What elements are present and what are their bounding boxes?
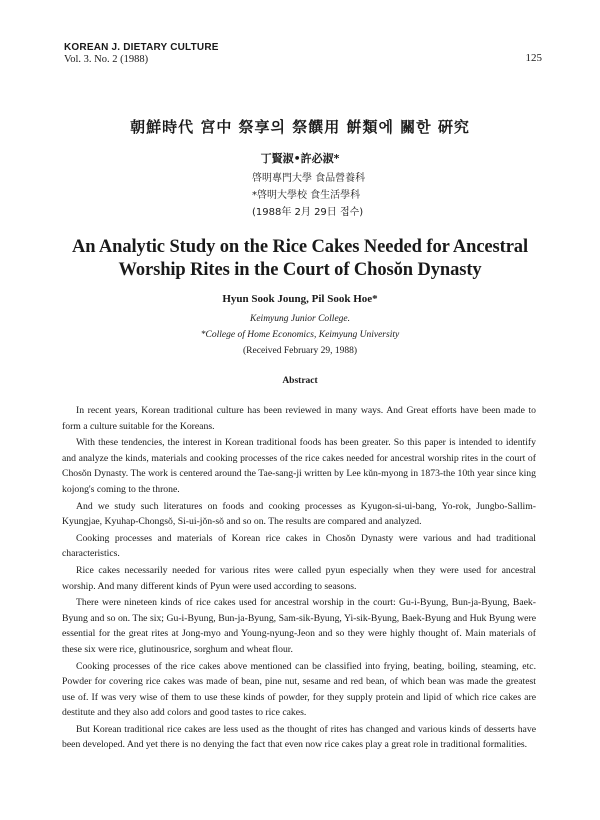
abstract-paragraph: Cooking processes of the rice cakes above mentioned can be classified into frying, beating, boiling, steaming, etc. Powder for covering rice cakes was made of bean, pine nut, sesame and red bean, of which bean was made the greatest use of. If was very wise of them to use these kinds of powder, for they supply protein and lipid of which rice cakes are destitute and they also add colors and good tastes to rice cakes. — [62, 660, 536, 719]
korean-title: 朝鮮時代 宮中 祭享의 祭饌用 餠類에 關한 硏究 — [130, 118, 470, 136]
korean-affiliations — [252, 170, 365, 221]
abstract-paragraph: And we study such literatures on foods and cooking processes as Kyugon-si-ui-bang, Yo-rok, Jungbo-Sallim-Kyungjae, Kyuhap-Chongsŏ, Si-ui-jŏn-sŏ and so on. The results are compared and analyzed. — [62, 500, 536, 528]
abstract-paragraph: But Korean traditional rice cakes are less used as the thought of rites has changed and various kinds of desserts have been developed. And yet there is no denying the fact that even now rice cakes play a great role in traditional formalities. — [62, 723, 536, 751]
korean-affiliation-2: *啓明大學校 食生活學科 — [252, 190, 361, 201]
journal-volume: Vol. 3. No. 2 (1988) — [64, 54, 149, 65]
page-number: 125 — [525, 52, 542, 64]
english-affiliation-2: *College of Home Economics, Keimyung University — [200, 330, 400, 340]
abstract-paragraph: With these tendencies, the interest in Korean traditional foods has been greater. So this paper is intended to identify and analyze the kinds, materials and cooking processes of the rice cakes needed for ancestral worship rites in the court of Chosŏn Dynasty. The work is centered around the Tae-sang-ji written by Lee kŭn-myong in 1873-the 10th year since king kojong's coming to the throne. — [62, 437, 536, 495]
journal-header — [64, 42, 219, 66]
abstract-heading: Abstract — [282, 376, 318, 386]
english-affiliation-1: Keimyung Junior College. — [250, 314, 350, 324]
abstract-paragraph: Rice cakes necessarily needed for various rites were called pyun especially when they were used for ancestral worship. And many different kinds of Pyun were used according to seasons. — [62, 564, 536, 592]
korean-authors: 丁賢淑•許必淑* — [260, 152, 340, 165]
abstract-body — [62, 403, 536, 754]
english-title — [0, 236, 600, 282]
english-affiliations — [0, 311, 600, 359]
journal-name: KOREAN J. DIETARY CULTURE — [64, 42, 219, 53]
abstract-paragraph: Cooking processes and materials of Korean rice cakes in Chosŏn Dynasty were various and had traditional characteristics. — [62, 532, 536, 560]
abstract-paragraph: In recent years, Korean traditional culture has been reviewed in many ways. And Great efforts have been made to form a culture suitable for the Koreans. — [62, 405, 536, 432]
abstract-paragraph: There were nineteen kinds of rice cakes used for ancestral worship in the court: Gu-i-Byung, Bun-ja-Byung, Baek-Byung and so on. The six; Gu-i-Byung, Bun-ja-Byung, Sam-sik-Byung, Yi-sik-Byung, Baek-Byung and Huk Byung were essential for the great rites at Jong-myo and Young-nyung-Jeon and so they were highly thought of. Main materials of these six were rice, glutinousrice, sorghum and wheat flour. — [62, 597, 536, 655]
english-authors: Hyun Sook Joung, Pil Sook Hoe* — [222, 293, 378, 305]
english-received-date: (Received February 29, 1988) — [243, 346, 357, 356]
korean-affiliation-1: 啓明專門大學 食品營養科 — [252, 173, 366, 184]
english-title-line-1: An Analytic Study on the Rice Cakes Needed for Ancestral — [71, 237, 529, 257]
korean-received-date: (1988年 2月 29日 접수) — [252, 207, 364, 218]
english-title-line-2: Worship Rites in the Court of Chosŏn Dynasty — [118, 260, 482, 280]
